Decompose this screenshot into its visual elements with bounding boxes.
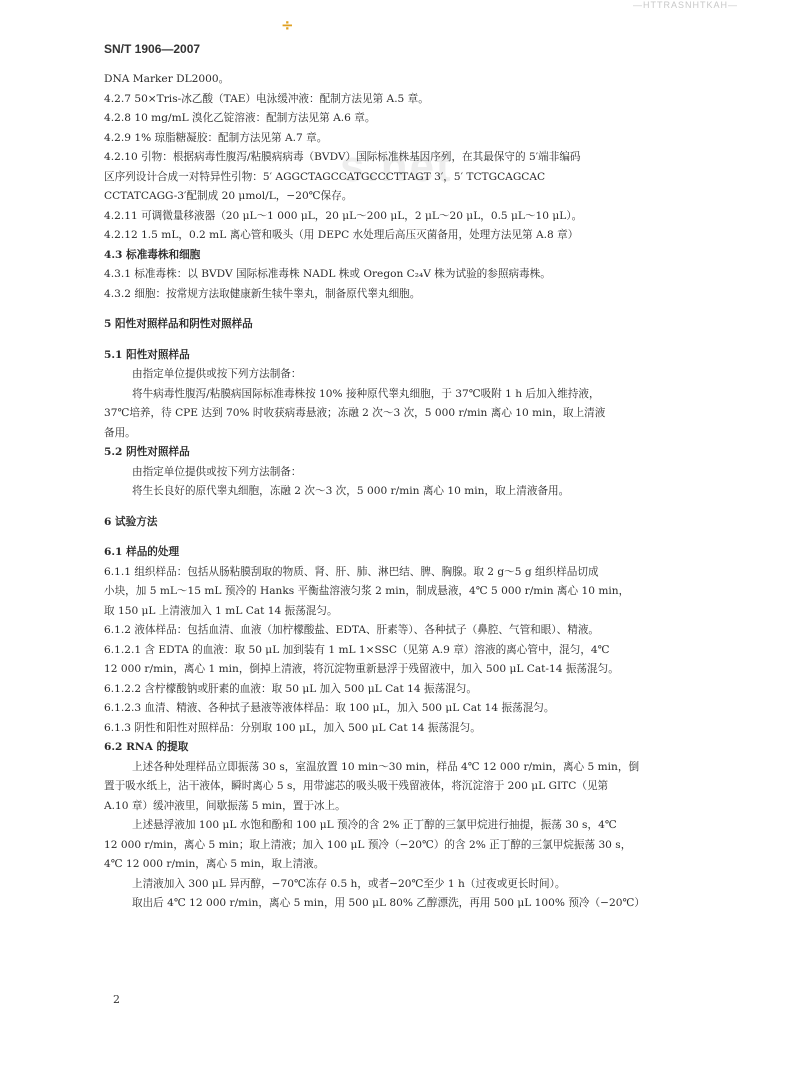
text-line: 上清液加入 300 μL 异丙醇，−70℃冻存 0.5 h，或者−20℃至少 1 h（过夜或更长时间）。 xyxy=(132,877,566,890)
text-line: 12 000 r/min，离心 1 min，倒掉上清液，将沉淀物重新悬浮于残留液中，加入 500 μL Cat-14 振荡混匀。 xyxy=(104,663,619,675)
text-line: 6.1.2.3 血清、精液、各种拭子悬液等液体样品：取 100 μL，加入 500 μL Cat 14 振荡混匀。 xyxy=(104,702,555,714)
text-line: 4.3.1 标准毒株：以 BVDV 国际标准毒株 NADL 株或 Oregon C₂₄V 株为试验的参照病毒株。 xyxy=(104,268,551,280)
paragraph-gap xyxy=(104,502,724,513)
text-line: DNA Marker DL2000。 xyxy=(104,73,230,85)
section-heading: 6.1 样品的处理 xyxy=(104,546,180,558)
text-line: 4.2.7 50×Tris-冰乙酸（TAE）电泳缓冲液：配制方法见第 A.5 章。 xyxy=(104,92,429,105)
text-line: 4.2.12 1.5 mL，0.2 mL 离心管和吸头（用 DEPC 水处理后高压灭菌备用，处理方法见第 A.8 章） xyxy=(104,229,579,241)
text-line: 6.1.2.1 含 EDTA 的血液：取 50 μL 加到装有 1 mL 1×SSC（见第 A.9 章）溶液的离心管中，混匀，4℃ xyxy=(104,643,610,656)
document-body xyxy=(104,70,724,914)
text-line: 6.1.2.2 含柠檬酸钠或肝素的血液：取 50 μL 加入 500 μL Cat 14 振荡混匀。 xyxy=(104,682,477,695)
text-line: A.10 章）缓冲液里，间歇振荡 5 min，置于冰上。 xyxy=(104,799,346,812)
section-heading: 5.1 阳性对照样品 xyxy=(104,348,190,361)
page-number: 2 xyxy=(113,993,120,1006)
section-heading: 4.3 标准毒株和细胞 xyxy=(104,248,201,261)
paragraph-gap xyxy=(104,304,724,315)
text-line: 备用。 xyxy=(104,426,136,439)
text-line: 由指定单位提供或按下列方法制备： xyxy=(132,465,302,478)
watermark: s.net xyxy=(340,142,453,191)
text-line: 区序列设计合成一对特异性引物：5′ AGGCTAGCCATGCCCTTAGT 3′，5′ TCTGCAGCAC xyxy=(104,170,546,183)
text-line: CCTATCAGG-3′配制成 20 μmol/L，−20℃保存。 xyxy=(104,190,353,202)
text-line: 6.1.1 组织样品：包括从肠粘膜刮取的物质、肾、肝、肺、淋巴结、脾、胸腺。取 2 g～5 g 组织样品切成 xyxy=(104,565,599,578)
paragraph-gap xyxy=(104,532,724,543)
text-line: 4.2.11 可调微量移液器（20 μL～1 000 μL，20 μL～200 μL，2 μL～20 μL，0.5 μL～10 μL）。 xyxy=(104,209,583,222)
text-line: 37℃培养，待 CPE 达到 70% 时收获病毒悬液；冻融 2 次～3 次，5 000 r/min 离心 10 min，取上清液 xyxy=(104,407,606,419)
text-line: 6.1.2 液体样品：包括血清、血液（加柠檬酸盐、EDTA、肝素等）、各种拭子（鼻腔、气管和眼）、精液。 xyxy=(104,624,600,636)
text-line: 将牛病毒性腹泻/粘膜病国际标准毒株按 10% 接种原代睾丸细胞，于 37℃吸附 1 h 后加入维持液， xyxy=(132,387,600,400)
paragraph-gap xyxy=(104,335,724,346)
text-line: 置于吸水纸上，沾干液体，瞬时离心 5 s，用带滤芯的吸头吸干残留液体，将沉淀溶于 200 μL GITC（见第 xyxy=(104,780,609,792)
section-heading: 6.2 RNA 的提取 xyxy=(104,741,189,753)
text-line: 12 000 r/min，离心 5 min；取上清液；加入 100 μL 预冷（−20℃）的含 2% 正丁醇的三氯甲烷振荡 30 s， xyxy=(104,838,632,851)
text-line: 4.2.8 10 mg/mL 溴化乙锭溶液：配制方法见第 A.6 章。 xyxy=(104,112,376,124)
section-heading: 6 试验方法 xyxy=(104,515,158,528)
text-line: 上述各种处理样品立即振荡 30 s，室温放置 10 min～30 min，样品 4℃ 12 000 r/min，离心 5 min，倒 xyxy=(132,760,640,773)
text-line: 上述悬浮液加 100 μL 水饱和酚和 100 μL 预冷的含 2% 正丁醇的三氯甲烷进行抽提，振荡 30 s，4℃ xyxy=(132,819,617,831)
text-line: 6.1.3 阴性和阳性对照样品：分别取 100 μL，加入 500 μL Cat 14 振荡混匀。 xyxy=(104,721,481,734)
top-right-mark: —HTTRASNHTKAH— xyxy=(632,0,738,10)
text-line: 4.2.9 1% 琼脂糖凝胶：配制方法见第 A.7 章。 xyxy=(104,131,328,144)
section-heading: 5 阳性对照样品和阴性对照样品 xyxy=(104,318,253,330)
text-line: 小块，加 5 mL～15 mL 预冷的 Hanks 平衡盐溶液匀浆 2 min，制成悬液，4℃ 5 000 r/min 离心 10 min， xyxy=(104,585,630,597)
text-line: 将生长良好的原代睾丸细胞，冻融 2 次～3 次，5 000 r/min 离心 10 min，取上清液备用。 xyxy=(132,485,570,497)
text-line: 取 150 μL 上清液加入 1 mL Cat 14 振荡混匀。 xyxy=(104,604,338,617)
text-line: 由指定单位提供或按下列方法制备： xyxy=(132,368,302,380)
text-line: 4.3.2 细胞：按常规方法取健康新生犊牛睾丸，制备原代睾丸细胞。 xyxy=(104,287,421,300)
text-line: 取出后 4℃ 12 000 r/min，离心 5 min，用 500 μL 80% 乙醇漂洗，再用 500 μL 100% 预冷（−20℃） xyxy=(132,897,645,909)
text-line: 4.2.10 引物：根据病毒性腹泻/粘膜病病毒（BVDV）国际标准株基因序列，在其最保守的 5′端非编码 xyxy=(104,151,581,163)
section-heading: 5.2 阴性对照样品 xyxy=(104,446,190,458)
header-symbol: ÷ xyxy=(281,16,294,34)
text-line: 4℃ 12 000 r/min，离心 5 min，取上清液。 xyxy=(104,858,325,870)
standard-code: SN/T 1906—2007 xyxy=(104,42,201,56)
